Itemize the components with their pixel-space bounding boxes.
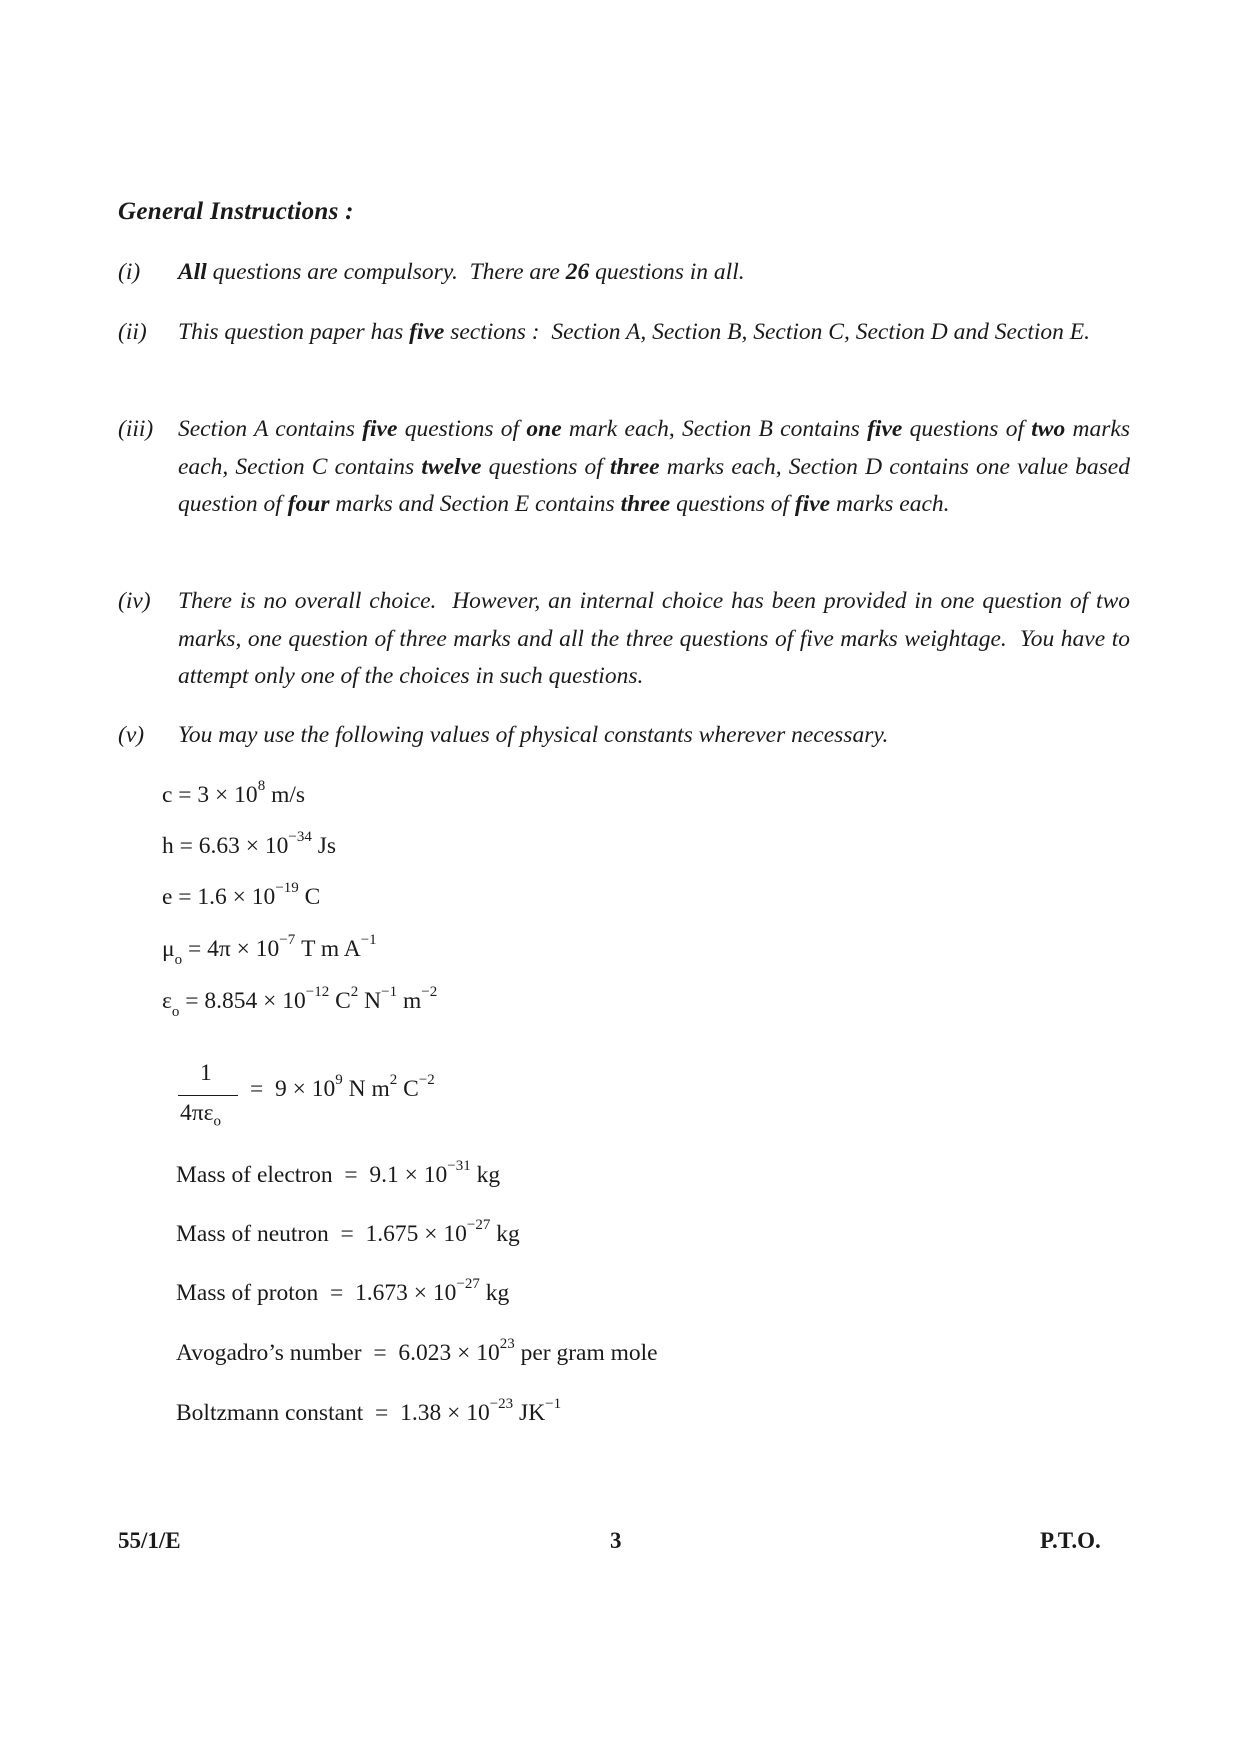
constant-permeability: $\mu_o = 4\pi \times 10^{-7}$ T m $A^{-1}$ bbox=[162, 932, 377, 968]
instruction-number: (iv) bbox=[118, 588, 151, 614]
instruction-item bbox=[118, 583, 1130, 696]
mass-electron: Mass of electron = $9.1 \times 10^{-31}$ kg bbox=[176, 1158, 501, 1188]
mass-proton: Mass of proton = $1.673 \times 10^{-27}$ kg bbox=[176, 1276, 510, 1306]
instruction-number: (i) bbox=[118, 259, 141, 285]
constant-speed-of-light: $c = 3 \times 10^8$ m/s bbox=[162, 778, 306, 808]
instruction-number: (v) bbox=[118, 722, 145, 748]
mass-neutron: Mass of neutron = $1.675 \times 10^{-27}$ kg bbox=[176, 1217, 520, 1247]
fraction-denominator: $4\pi\varepsilon_o$ bbox=[180, 1100, 221, 1130]
constant-planck: $h = 6.63 \times 10^{-34}$ Js bbox=[162, 829, 337, 859]
paper-code: 55/1/E bbox=[118, 1528, 181, 1553]
avogadro-number: Avogadro’s number = $6.023 \times 10^{23}$ per gram mole bbox=[176, 1336, 658, 1366]
instruction-text: You may use the following values of physical constants wherever necessary. bbox=[178, 722, 889, 748]
instruction-text: This question paper has five sections : Section A, Section B, Section C, Section D and Section E. bbox=[178, 319, 1090, 345]
constant-electron-charge: $e = 1.6 \times 10^{-19}$ C bbox=[162, 880, 321, 910]
fraction-numerator: 1 bbox=[200, 1060, 212, 1086]
fraction-value: = $9 \times 10^9$ N $m^2$ $C^{-2}$ bbox=[250, 1072, 435, 1102]
instruction-number: (iii) bbox=[118, 416, 154, 442]
instruction-item bbox=[118, 411, 1130, 524]
instruction-text: Section A contains five questions of one mark each, Section B contains five questions of two marks each, Section C contains twelve questions of three marks each, Section D contains one value based question of four marks and Section E contains three questions of five marks each. bbox=[178, 416, 1130, 517]
boltzmann-constant: Boltzmann constant = $1.38 \times 10^{-23}$ $JK^{-1}$ bbox=[176, 1396, 562, 1426]
please-turn-over: P.T.O. bbox=[1040, 1528, 1101, 1553]
instructions-heading: General Instructions : bbox=[118, 198, 354, 225]
fraction-bar bbox=[178, 1095, 238, 1096]
instruction-item bbox=[118, 314, 1130, 352]
instruction-number: (ii) bbox=[118, 319, 147, 345]
instruction-item bbox=[118, 254, 1130, 292]
page-number: 3 bbox=[610, 1528, 622, 1553]
instruction-text: All questions are compulsory. There are 26 questions in all. bbox=[178, 259, 745, 285]
instruction-text: There is no overall choice. However, an internal choice has been provided in one question of two marks, one question of three marks and all the three questions of five marks weightage. You have to attempt only one of the choices in such questions. bbox=[178, 588, 1130, 689]
instruction-item bbox=[118, 717, 1130, 755]
constant-permittivity: $\varepsilon_o = 8.854 \times 10^{-12}$ $C^2$ $N^{-1}$ $m^{-2}$ bbox=[162, 984, 438, 1020]
